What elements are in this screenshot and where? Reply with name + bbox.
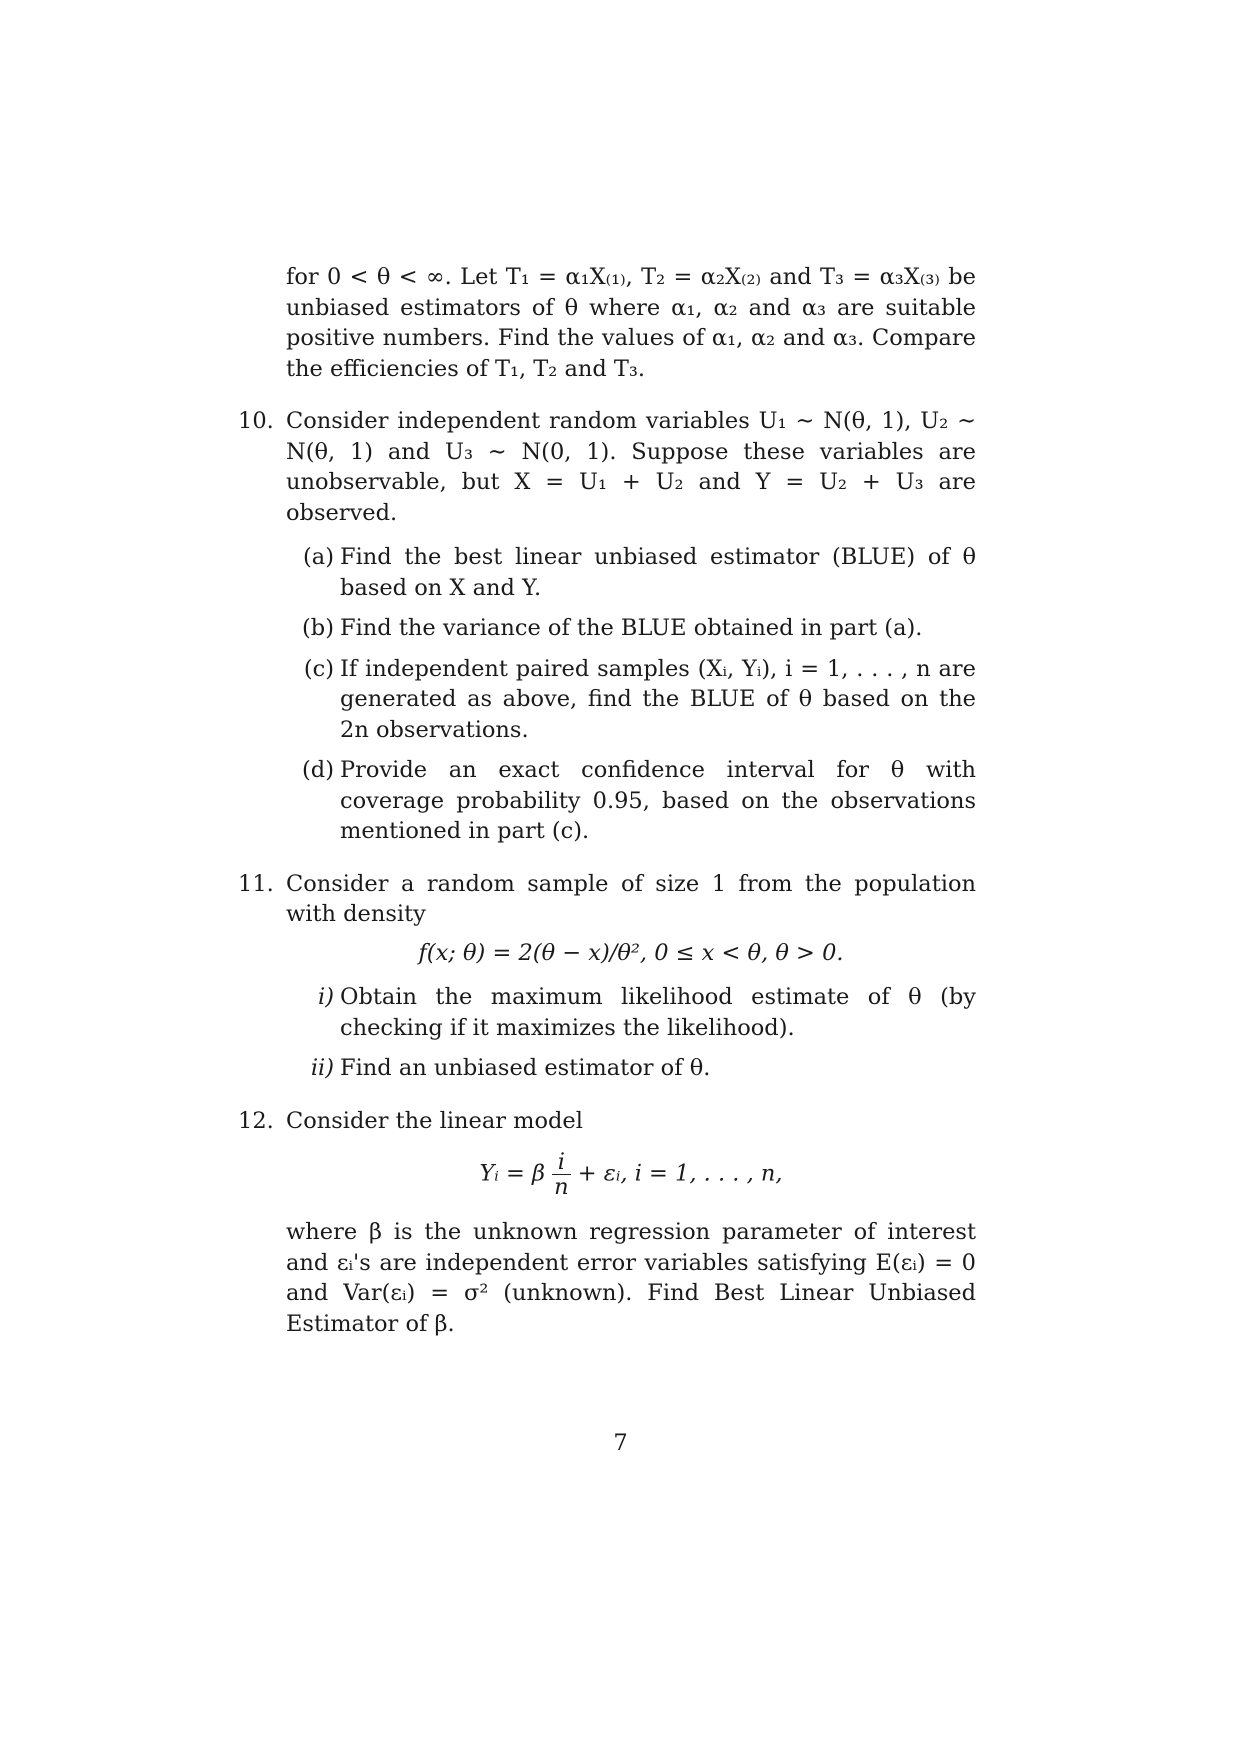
problem-parts	[286, 542, 976, 847]
page-body	[238, 262, 976, 1339]
part-label: i)	[318, 984, 334, 1010]
part-a	[286, 542, 976, 603]
page-number: 7	[613, 1430, 628, 1456]
problem-number: 10.	[238, 408, 274, 434]
density-equation: f(x; θ) = 2(θ − x)/θ², 0 ≤ x < θ, θ > 0.	[418, 939, 844, 966]
fraction-numerator: i	[552, 1150, 571, 1175]
problem-number: 11.	[238, 870, 274, 897]
equation-left: Yᵢ = β	[479, 1160, 545, 1187]
part-text: Find the best linear unbiased estimator (BLUE) of θ based on X and Y.	[340, 544, 976, 601]
part-text: Provide an exact confidence interval for θ with coverage probability 0.95, based on the observations mentioned in part (c).	[340, 757, 976, 844]
linear-model-equation	[286, 1150, 976, 1199]
part-text: If independent paired samples (Xᵢ, Yᵢ), i = 1, . . . , n are generated as above, find the BLUE of θ based on the 2n observations.	[340, 655, 976, 743]
problem-parts	[286, 982, 976, 1084]
problem-text: Consider independent random variables U₁ ∼ N(θ, 1), U₂ ∼ N(θ, 1) and U₃ ∼ N(0, 1). Suppose these variables are unobservable, but X = U₁ + U₂ and Y = U₂ + U₃ are observed.	[286, 408, 976, 526]
part-label: (a)	[303, 544, 334, 570]
intro-paragraph: for 0 < θ < ∞. Let T₁ = α₁X₍₁₎, T₂ = α₂X₍₂₎ and T₃ = α₃X₍₃₎ be unbiased estimators of θ where α₁, α₂ and α₃ are suitable positive numbers. Find the values of α₁, α₂ and α₃. Compare the efficiencies of T₁, T₂ and T₃.	[286, 264, 976, 382]
fraction-denominator: n	[554, 1174, 569, 1200]
equation-fraction	[552, 1150, 571, 1199]
problem-conclusion: where β is the unknown regression parameter of interest and εᵢ's are independent error variables satisfying E(εᵢ) = 0 and Var(εᵢ) = σ² (unknown). Find Best Linear Unbiased Estimator of β.	[286, 1219, 976, 1337]
problem-12	[238, 1106, 976, 1340]
part-label: (b)	[302, 615, 334, 641]
part-label: (d)	[302, 757, 334, 783]
part-c	[286, 654, 976, 746]
part-text: Obtain the maximum likelihood estimate of θ (by checking if it maximizes the likelihood).	[340, 984, 976, 1041]
problem-text: Consider the linear model	[286, 1107, 583, 1134]
part-label: ii)	[310, 1055, 334, 1081]
part-b	[286, 613, 976, 644]
problem-10	[238, 406, 976, 847]
equation-right: + εᵢ, i = 1, . . . , n,	[577, 1160, 783, 1187]
part-text: Find the variance of the BLUE obtained in part (a).	[340, 615, 923, 641]
part-ii	[286, 1053, 976, 1084]
problem-11	[238, 869, 976, 1084]
part-i	[286, 982, 976, 1043]
part-label: (c)	[303, 655, 334, 682]
part-d	[286, 755, 976, 847]
problem-text: Consider a random sample of size 1 from the population with density	[286, 870, 976, 927]
problem-number: 12.	[238, 1107, 274, 1134]
part-text: Find an unbiased estimator of θ.	[340, 1055, 711, 1081]
